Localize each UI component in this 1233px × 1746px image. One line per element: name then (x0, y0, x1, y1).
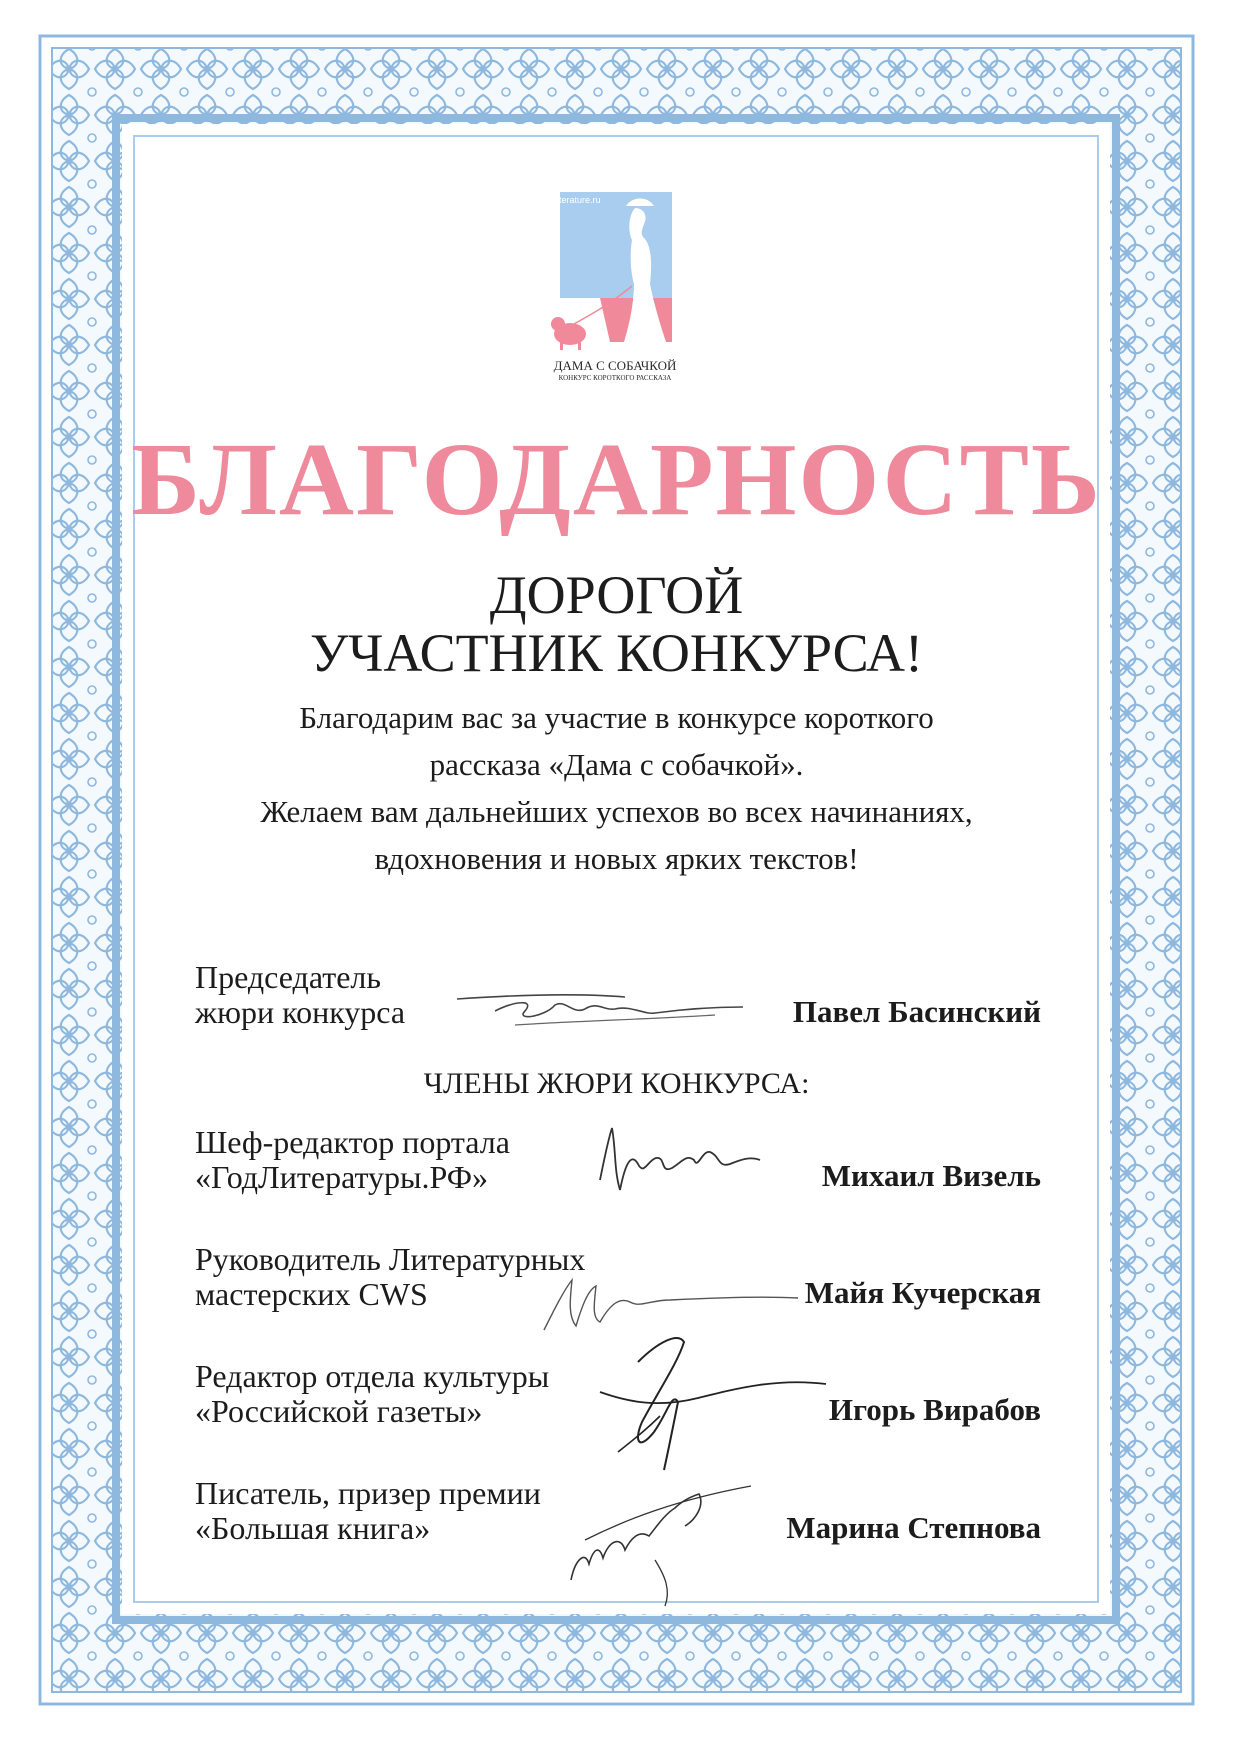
member-signature (598, 1332, 828, 1472)
member-role (195, 1125, 510, 1195)
member-role-line-1: Писатель, призер премии (195, 1475, 541, 1511)
logo-site: godliterature.ru (540, 195, 601, 205)
contest-logo (540, 186, 690, 386)
member-signature (590, 1120, 765, 1210)
chairman-role (195, 960, 405, 1030)
member-signature (540, 1260, 800, 1340)
dog-icon (551, 317, 586, 350)
member-role-line-2: «ГодЛитературы.РФ» (195, 1159, 489, 1195)
greeting-line-1: ДОРОГОЙ (489, 565, 744, 625)
member-role (195, 1476, 541, 1546)
member-name: Майя Кучерская (804, 1275, 1041, 1310)
member-role-line-1: Руководитель Литературных (195, 1241, 586, 1277)
body-line-1: Благодарим вас за участие в конкурсе короткого (299, 700, 934, 735)
member-role (195, 1242, 585, 1312)
body-line-2: рассказа «Дама с собачкой». (429, 747, 804, 782)
member-role-line-1: Редактор отдела культуры (195, 1358, 550, 1394)
member-role-line-2: мастерских CWS (195, 1276, 428, 1312)
member-name: Игорь Вирабов (828, 1392, 1041, 1427)
member-role-line-1: Шеф-редактор портала (195, 1124, 510, 1160)
logo-subtitle: КОНКУРС КОРОТКОГО РАССКАЗА (558, 374, 672, 382)
page-title: БЛАГОДАРНОСТЬ (131, 422, 1102, 537)
member-role-line-2: «Большая книга» (195, 1510, 431, 1546)
members-heading: ЧЛЕНЫ ЖЮРИ КОНКУРСА: (423, 1067, 810, 1100)
member-name: Михаил Визель (821, 1158, 1041, 1193)
chairman-role-line-2: жюри конкурса (195, 994, 406, 1030)
member-signature (565, 1480, 755, 1610)
logo-name: ДАМА С СОБАЧКОЙ (553, 358, 677, 373)
chairman-name: Павел Басинский (792, 994, 1041, 1029)
body-line-4: вдохновения и новых ярких текстов! (374, 841, 859, 876)
chairman-signature (455, 985, 745, 1035)
lady-with-dog-icon (540, 186, 690, 356)
chairman-role-line-1: Председатель (195, 959, 381, 995)
member-name: Марина Степнова (786, 1510, 1041, 1545)
member-role (195, 1359, 549, 1429)
member-role-line-2: «Российской газеты» (195, 1393, 483, 1429)
body-line-3: Желаем вам дальнейших успехов во всех начинаниях, (260, 794, 973, 829)
greeting-line-2: УЧАСТНИК КОНКУРСА! (310, 623, 923, 683)
